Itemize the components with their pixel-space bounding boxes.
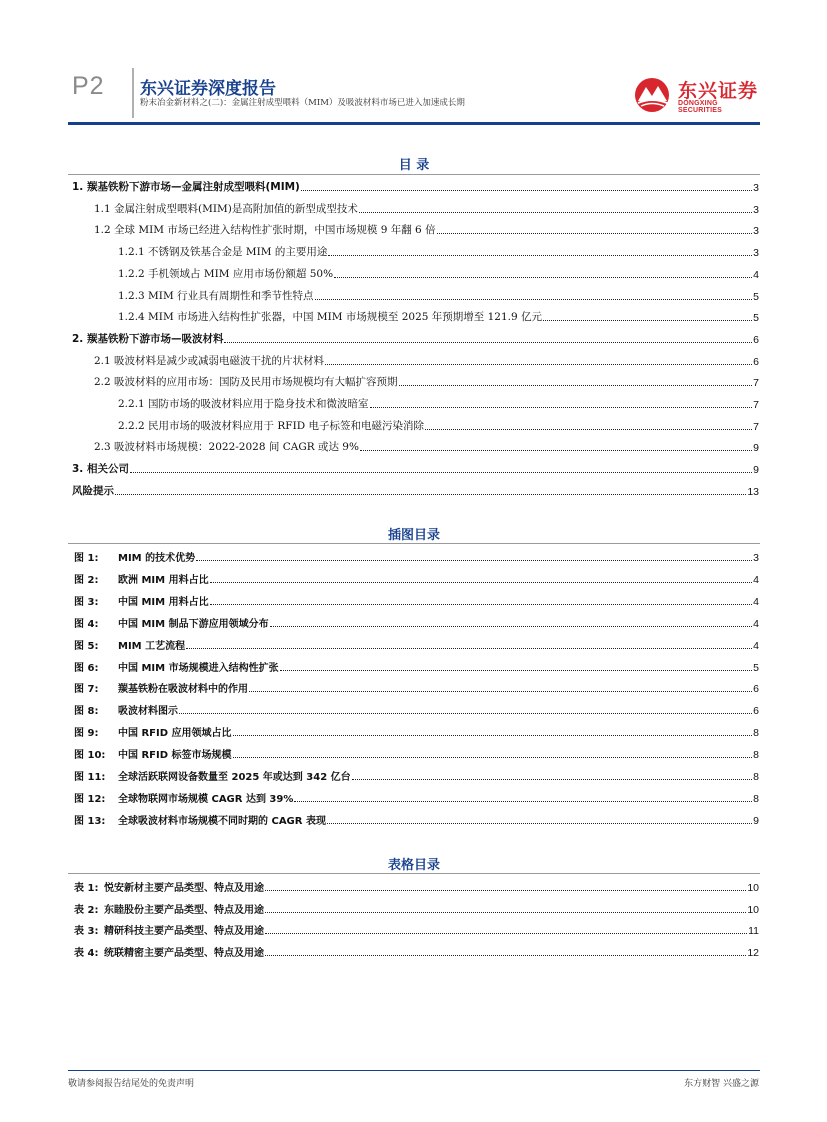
toc-item[interactable] <box>94 438 759 454</box>
toc-item-page: 9 <box>753 442 759 455</box>
figure-item[interactable] <box>74 570 759 586</box>
item-number: 图 4: <box>74 618 99 630</box>
toc-item-page: 3 <box>753 247 759 260</box>
toc-item-label: 1.2.2 手机领域占 MIM 应用市场份额超 50% <box>118 267 334 280</box>
report-subtitle: 粉末冶金新材料之(二)：金属注射成型喂料（MIM）及吸波材料市场已进入加速成长期 <box>140 98 465 108</box>
dot-leader <box>280 670 753 671</box>
toc-item[interactable] <box>94 221 759 237</box>
item-title: 中国 MIM 用料占比 <box>118 596 209 608</box>
item-page: 8 <box>753 792 759 805</box>
dot-leader <box>270 626 753 627</box>
item-number: 图 5: <box>74 640 99 652</box>
figure-item[interactable] <box>74 548 759 564</box>
dot-leader <box>210 582 753 583</box>
toc-item-label: 1.2.4 MIM 市场进入结构性扩张器，中国 MIM 市场规模至 2025 年预期增至 121.9 亿元 <box>118 311 542 324</box>
item-title: 中国 RFID 标签市场规模 <box>118 750 232 762</box>
toc-item[interactable] <box>118 417 759 433</box>
dot-leader <box>359 212 752 213</box>
toc-item-label: 1.2.3 MIM 行业具有周期性和季节性特点 <box>118 289 314 302</box>
toc-item[interactable] <box>118 395 759 411</box>
item-number: 图 8: <box>74 706 99 718</box>
figure-item[interactable] <box>74 789 759 805</box>
item-number: 图 13: <box>74 815 106 827</box>
toc-item[interactable] <box>118 287 759 303</box>
dot-leader <box>249 691 752 692</box>
item-page: 5 <box>753 661 759 674</box>
toc-rule <box>68 174 760 175</box>
toc-item-page: 5 <box>753 290 759 303</box>
table-item[interactable] <box>74 943 759 959</box>
toc-item-page: 6 <box>753 333 759 346</box>
dot-leader <box>186 648 752 649</box>
item-title: 全球物联网市场规模 CAGR 达到 39% <box>118 793 294 805</box>
item-title: 中国 RFID 应用领域占比 <box>118 728 232 740</box>
item-title: 全球吸波材料市场规模不同时期的 CAGR 表现 <box>118 815 326 827</box>
item-number: 图 10: <box>74 750 106 762</box>
tables-rule <box>68 873 760 874</box>
toc-item-label: 2.2 吸波材料的应用市场：国防及民用市场规模均有大幅扩容预期 <box>94 376 398 389</box>
figures-heading: 插图目录 <box>387 528 440 543</box>
footer-rule <box>68 1070 760 1071</box>
figure-item[interactable] <box>74 636 759 652</box>
item-title: 中国 MIM 市场规模进入结构性扩张 <box>118 662 279 674</box>
toc-item-page: 7 <box>753 399 759 411</box>
dot-leader <box>115 494 746 495</box>
toc-item[interactable] <box>72 178 759 194</box>
item-page: 9 <box>753 814 759 827</box>
dot-leader <box>543 320 752 321</box>
logo-text-en: DONGXING SECURITIES <box>678 100 723 114</box>
item-title: 悦安新材主要产品类型、特点及用途 <box>104 883 264 894</box>
footer-disclaimer: 敬请参阅报告结尾处的免责声明 <box>68 1079 195 1089</box>
dot-leader <box>301 190 752 191</box>
figure-item[interactable] <box>74 745 759 761</box>
toc-item[interactable] <box>72 330 759 346</box>
item-title: 东睦股份主要产品类型、特点及用途 <box>104 904 264 916</box>
item-page: 4 <box>753 617 759 630</box>
item-title: 精研科技主要产品类型、特点及用途 <box>104 926 264 937</box>
dot-leader <box>294 801 752 802</box>
toc-item-page: 3 <box>753 203 759 216</box>
dot-leader <box>179 713 752 714</box>
dot-leader <box>224 342 752 343</box>
report-title: 东兴证券深度报告 <box>140 79 276 99</box>
dot-leader <box>210 604 753 605</box>
header-rule <box>68 122 760 125</box>
toc-item-label: 2. 羰基铁粉下游市场—吸波材料 <box>72 332 224 345</box>
item-page: 12 <box>747 946 759 959</box>
figures-rule <box>68 543 760 544</box>
toc-item[interactable] <box>94 200 759 216</box>
item-number: 图 12: <box>74 793 106 805</box>
toc-item[interactable] <box>118 243 759 259</box>
toc-item[interactable] <box>94 373 759 389</box>
item-title: 中国 MIM 制品下游应用领域分布 <box>118 618 269 630</box>
toc-item-page: 9 <box>753 464 759 477</box>
item-number: 图 3: <box>74 596 99 608</box>
toc-item[interactable] <box>72 482 759 498</box>
toc-item-page: 13 <box>747 485 759 498</box>
item-number: 图 2: <box>74 574 99 586</box>
figure-item[interactable] <box>74 658 759 674</box>
toc-item-page: 4 <box>753 268 759 281</box>
figure-item[interactable] <box>74 679 759 695</box>
dot-leader <box>265 912 746 913</box>
figure-item[interactable] <box>74 614 759 630</box>
header-divider <box>132 68 134 118</box>
item-page: 8 <box>753 749 759 762</box>
toc-item[interactable] <box>94 352 759 368</box>
toc-heading: 目 录 <box>398 158 430 173</box>
logo-text-cn: 东兴证券 <box>678 80 759 102</box>
item-number: 表 3: <box>74 926 99 937</box>
item-number: 图 7: <box>74 684 99 696</box>
item-number: 表 4: <box>74 947 99 959</box>
toc-item-label: 2.3 吸波材料市场规模：2022-2028 间 CAGR 或达 9% <box>94 441 359 454</box>
item-page: 4 <box>753 639 759 652</box>
item-title: 吸波材料图示 <box>118 706 178 718</box>
item-title: 羰基铁粉在吸波材料中的作用 <box>118 684 248 696</box>
item-title: 全球活跃联网设备数量至 2025 年或达到 342 亿台 <box>118 772 351 783</box>
dot-leader <box>233 735 753 736</box>
item-page: 4 <box>753 573 759 586</box>
item-number: 图 6: <box>74 662 99 674</box>
dot-leader <box>370 407 753 408</box>
dot-leader <box>325 364 752 365</box>
toc-item-page: 5 <box>753 312 759 325</box>
toc-item[interactable] <box>72 460 759 476</box>
item-page: 6 <box>753 705 759 718</box>
tables-heading: 表格目录 <box>387 858 440 873</box>
item-title: MIM 工艺流程 <box>118 640 186 652</box>
toc-item-label: 3. 相关公司 <box>72 463 129 476</box>
dot-leader <box>334 277 752 278</box>
toc-item-page: 3 <box>753 225 759 238</box>
toc-item-page: 6 <box>753 355 759 368</box>
table-item[interactable] <box>74 878 759 894</box>
toc-item-label: 2.1 吸波材料是减少或减弱电磁波干扰的片状材料 <box>94 354 325 367</box>
item-page: 10 <box>747 882 759 894</box>
dot-leader <box>327 823 752 824</box>
toc-item-page: 7 <box>753 420 759 433</box>
item-title: MIM 的技术优势 <box>118 553 196 564</box>
item-title: 统联精密主要产品类型、特点及用途 <box>104 947 264 959</box>
dot-leader <box>196 560 752 561</box>
dot-leader <box>233 757 753 758</box>
figure-item[interactable] <box>74 592 759 608</box>
toc-item-label: 1.2 全球 MIM 市场已经进入结构性扩张时期，中国市场规模 9 年翻 6 倍 <box>94 224 436 237</box>
dot-leader <box>130 472 752 473</box>
item-number: 图 11: <box>74 772 106 783</box>
dot-leader <box>265 890 746 891</box>
item-page: 6 <box>753 683 759 696</box>
toc-item-label: 2.2.2 民用市场的吸波材料应用于 RFID 电子标签和电磁污染消除 <box>118 419 424 432</box>
item-title: 欧洲 MIM 用料占比 <box>118 574 209 586</box>
toc-item-page: 7 <box>753 377 759 390</box>
toc-item-label: 风险提示 <box>72 484 114 497</box>
item-page: 8 <box>753 771 759 783</box>
dot-leader <box>352 779 753 780</box>
dot-leader <box>437 233 753 234</box>
item-number: 图 1: <box>74 553 99 564</box>
figure-item[interactable] <box>74 723 759 739</box>
item-number: 表 2: <box>74 904 99 916</box>
toc-item[interactable] <box>118 265 759 281</box>
dot-leader <box>265 933 747 934</box>
toc-item[interactable] <box>118 308 759 324</box>
figure-item[interactable] <box>74 701 759 717</box>
toc-item-label: 1. 羰基铁粉下游市场—金属注射成型喂料(MIM) <box>72 181 300 193</box>
toc-item-label: 2.2.1 国防市场的吸波材料应用于隐身技术和微波暗室 <box>118 398 369 410</box>
table-item[interactable] <box>74 921 759 937</box>
item-page: 10 <box>747 903 759 916</box>
dot-leader <box>399 385 753 386</box>
item-number: 图 9: <box>74 728 99 740</box>
item-number: 表 1: <box>74 883 99 894</box>
toc-item-label: 1.2.1 不锈钢及铁基合金是 MIM 的主要用途 <box>118 246 328 259</box>
toc-item-page: 3 <box>753 182 759 194</box>
dot-leader <box>328 255 752 256</box>
figure-item[interactable] <box>74 811 759 827</box>
dot-leader <box>360 450 752 451</box>
figure-item[interactable] <box>74 767 759 783</box>
page-number: P2 <box>72 72 105 100</box>
item-page: 4 <box>753 595 759 608</box>
dot-leader <box>265 955 746 956</box>
dot-leader <box>425 429 752 430</box>
logo-mark-icon <box>632 74 674 114</box>
company-logo <box>632 74 762 114</box>
dot-leader <box>315 299 753 300</box>
footer-slogan: 东方财智 兴盛之源 <box>684 1079 759 1089</box>
item-page: 11 <box>748 925 759 937</box>
item-page: 3 <box>753 552 759 564</box>
toc-item-label: 1.1 金属注射成型喂料(MIM)是高附加值的新型成型技术 <box>94 202 358 215</box>
table-item[interactable] <box>74 900 759 916</box>
item-page: 8 <box>753 727 759 740</box>
